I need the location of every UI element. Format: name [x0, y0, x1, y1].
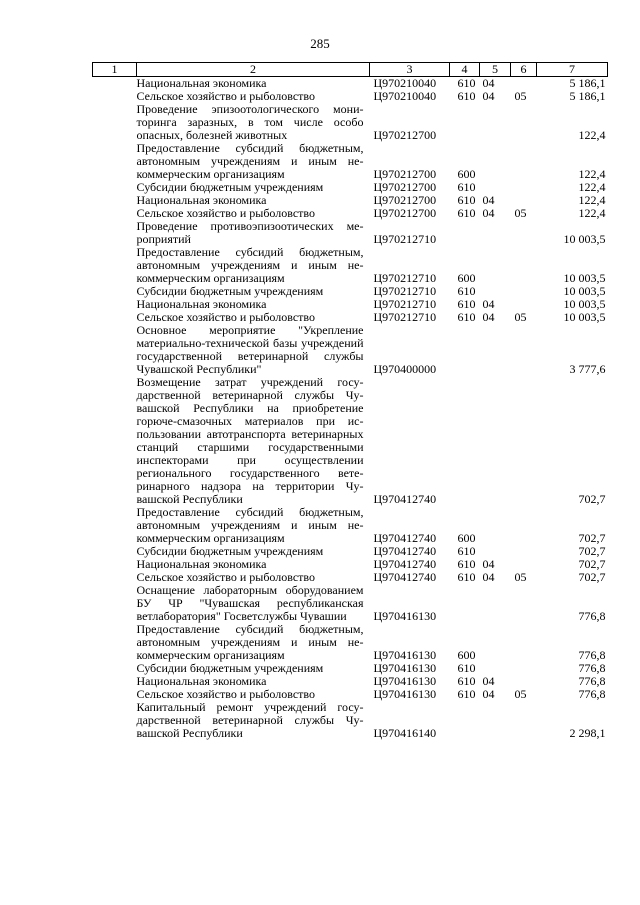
table-body: [93, 77, 608, 741]
header-cell: 1: [93, 63, 137, 77]
expense-type-cell: 610: [457, 297, 476, 311]
code-cell: Ц970416140: [373, 726, 437, 740]
num-cell: [93, 311, 137, 324]
code-cell: Ц970212700: [373, 193, 437, 207]
name-cell: Субсидии бюджетным учреждениям: [136, 284, 324, 298]
section-cell: [480, 220, 511, 246]
code-cell: Ц970412740: [373, 544, 437, 558]
code-cell: Ц970412740: [373, 492, 437, 506]
header-cell: 4: [450, 63, 480, 77]
expense-type-cell: 610: [457, 687, 476, 701]
section-cell: [480, 324, 511, 376]
expense-type-cell: 610: [457, 193, 476, 207]
name-cell: Предоставление субсидий бюджетным, автономным учреждениям и иным некоммерческим организациям: [136, 622, 364, 662]
subsection-cell: 05: [514, 687, 527, 701]
name-cell: Субсидии бюджетным учреждениям: [136, 544, 324, 558]
amount-cell: 5 186,1: [569, 76, 606, 90]
section-cell: [480, 506, 511, 545]
table-header-row: [93, 63, 608, 77]
section-cell: [480, 376, 511, 506]
expense-type-cell: 600: [457, 271, 476, 285]
amount-cell: 776,8: [578, 609, 606, 623]
expense-type-cell: 610: [457, 557, 476, 571]
table-row: [93, 584, 608, 623]
name-cell: Субсидии бюджетным учреждениям: [136, 661, 324, 675]
code-cell: Ц970400000: [373, 362, 437, 376]
num-cell: [93, 194, 137, 207]
amount-cell: 5 186,1: [569, 89, 606, 103]
code-cell: Ц970416130: [373, 609, 437, 623]
num-cell: [93, 103, 137, 142]
name-cell: Национальная экономика: [136, 297, 267, 311]
amount-cell: 702,7: [578, 544, 606, 558]
num-cell: [93, 181, 137, 194]
amount-cell: 3 777,6: [569, 362, 606, 376]
num-cell: [93, 324, 137, 376]
amount-cell: 776,8: [578, 661, 606, 675]
header-cell: 5: [480, 63, 511, 77]
subsection-cell: 05: [514, 570, 527, 584]
subsection-cell: [511, 584, 537, 623]
table-row: [93, 77, 608, 91]
code-cell: Ц970210040: [373, 76, 437, 90]
header-cell: 3: [370, 63, 450, 77]
header-cell: 2: [137, 63, 370, 77]
table-row: [93, 701, 608, 740]
subsection-cell: [511, 324, 537, 376]
expense-type-cell: 610: [457, 206, 476, 220]
code-cell: Ц970412740: [373, 570, 437, 584]
section-cell: 04: [482, 76, 495, 90]
num-cell: [93, 623, 137, 662]
section-cell: [480, 701, 511, 740]
expense-type-cell: [450, 103, 480, 142]
header-cell: 7: [537, 63, 608, 77]
amount-cell: 122,4: [578, 206, 606, 220]
code-cell: Ц970212700: [373, 167, 437, 181]
table-row: [93, 220, 608, 246]
num-cell: [93, 90, 137, 103]
expense-type-cell: 600: [457, 648, 476, 662]
name-cell: Субсидии бюджетным учреждениям: [136, 180, 324, 194]
code-cell: Ц970212710: [373, 271, 437, 285]
table-row: [93, 324, 608, 376]
name-cell: Сельское хозяйство и рыболовство: [136, 310, 316, 324]
amount-cell: 776,8: [578, 674, 606, 688]
page-number: 285: [310, 36, 330, 51]
expense-type-cell: 610: [457, 76, 476, 90]
section-cell: [480, 246, 511, 285]
section-cell: [480, 584, 511, 623]
subsection-cell: [511, 142, 537, 181]
table-row: [93, 103, 608, 142]
code-cell: Ц970212700: [373, 128, 437, 142]
num-cell: [93, 662, 137, 675]
section-cell: 04: [482, 193, 495, 207]
name-cell: Предоставление субсидий бюджетным, автономным учреждениям и иным некоммерческим организациям: [136, 505, 364, 545]
amount-cell: 122,4: [578, 180, 606, 194]
expense-type-cell: [450, 584, 480, 623]
amount-cell: 2 298,1: [569, 726, 606, 740]
expense-type-cell: [450, 324, 480, 376]
num-cell: [93, 506, 137, 545]
num-cell: [93, 545, 137, 558]
num-cell: [93, 246, 137, 285]
name-cell: Национальная экономика: [136, 674, 267, 688]
subsection-cell: [511, 181, 537, 194]
code-cell: Ц970212710: [373, 284, 437, 298]
amount-cell: 122,4: [578, 167, 606, 181]
code-cell: Ц970416130: [373, 661, 437, 675]
num-cell: [93, 558, 137, 571]
amount-cell: 776,8: [578, 687, 606, 701]
num-cell: [93, 571, 137, 584]
amount-cell: 10 003,5: [563, 284, 606, 298]
name-cell: Капитальный ремонт учреждений государственной ветеринарной службы Чувашской Республики: [136, 700, 364, 740]
subsection-cell: [511, 623, 537, 662]
name-cell: Национальная экономика: [136, 76, 267, 90]
amount-cell: 702,7: [578, 570, 606, 584]
amount-cell: 702,7: [578, 557, 606, 571]
expense-type-cell: 610: [457, 89, 476, 103]
amount-cell: 702,7: [578, 492, 606, 506]
expense-type-cell: 610: [457, 674, 476, 688]
num-cell: [93, 584, 137, 623]
subsection-cell: [511, 701, 537, 740]
subsection-cell: [511, 506, 537, 545]
section-cell: [480, 623, 511, 662]
num-cell: [93, 142, 137, 181]
header-cell: 6: [511, 63, 537, 77]
expense-type-cell: 610: [457, 180, 476, 194]
name-cell: Основное мероприятие "Укрепление материально-технической базы учреждений государственной ветеринарной службы Чувашской Республики": [136, 323, 364, 376]
section-cell: 04: [482, 570, 495, 584]
expense-type-cell: [450, 376, 480, 506]
section-cell: 04: [482, 297, 495, 311]
subsection-cell: [511, 285, 537, 298]
budget-table: [92, 62, 608, 740]
name-cell: Национальная экономика: [136, 193, 267, 207]
num-cell: [93, 675, 137, 688]
name-cell: Сельское хозяйство и рыболовство: [136, 570, 316, 584]
code-cell: Ц970412740: [373, 557, 437, 571]
code-cell: Ц970412740: [373, 531, 437, 545]
code-cell: Ц970416130: [373, 687, 437, 701]
code-cell: Ц970212700: [373, 180, 437, 194]
expense-type-cell: 600: [457, 167, 476, 181]
amount-cell: 702,7: [578, 531, 606, 545]
expense-type-cell: 610: [457, 284, 476, 298]
amount-cell: 10 003,5: [563, 232, 606, 246]
section-cell: [480, 142, 511, 181]
subsection-cell: [511, 103, 537, 142]
section-cell: 04: [482, 89, 495, 103]
expense-type-cell: 610: [457, 544, 476, 558]
name-cell: Национальная экономика: [136, 557, 267, 571]
name-cell: Проведение противоэпизоотических мероприятий: [136, 219, 364, 246]
subsection-cell: [511, 376, 537, 506]
name-cell: Сельское хозяйство и рыболовство: [136, 687, 316, 701]
code-cell: Ц970210040: [373, 89, 437, 103]
expense-type-cell: 610: [457, 570, 476, 584]
code-cell: Ц970212700: [373, 206, 437, 220]
name-cell: Проведение эпизоотологического мониторинга заразных, в том числе особо опасных, болезней животных: [136, 102, 364, 142]
amount-cell: 10 003,5: [563, 310, 606, 324]
name-cell: Предоставление субсидий бюджетным, автономным учреждениям и иным некоммерческим организациям: [136, 141, 364, 181]
num-cell: [93, 77, 137, 91]
code-cell: Ц970212710: [373, 297, 437, 311]
code-cell: Ц970212710: [373, 310, 437, 324]
amount-cell: 122,4: [578, 193, 606, 207]
name-cell: Сельское хозяйство и рыболовство: [136, 89, 316, 103]
name-cell: Оснащение лабораторным оборудованием БУ ЧР "Чувашская республиканская ветлаборатория" Госветслужбы Чувашии: [136, 583, 364, 623]
subsection-cell: [511, 545, 537, 558]
amount-cell: 776,8: [578, 648, 606, 662]
expense-type-cell: 610: [457, 661, 476, 675]
expense-type-cell: [450, 220, 480, 246]
subsection-cell: 05: [514, 310, 527, 324]
num-cell: [93, 701, 137, 740]
expense-type-cell: 600: [457, 531, 476, 545]
num-cell: [93, 220, 137, 246]
expense-type-cell: 610: [457, 310, 476, 324]
num-cell: [93, 207, 137, 220]
num-cell: [93, 688, 137, 701]
name-cell: Сельское хозяйство и рыболовство: [136, 206, 316, 220]
subsection-cell: [511, 246, 537, 285]
amount-cell: 10 003,5: [563, 271, 606, 285]
subsection-cell: [511, 662, 537, 675]
table-row: [93, 246, 608, 285]
table-row: [93, 376, 608, 506]
code-cell: Ц970212710: [373, 232, 437, 246]
table-row: [93, 506, 608, 545]
subsection-cell: [511, 220, 537, 246]
subsection-cell: [511, 77, 537, 91]
num-cell: [93, 298, 137, 311]
num-cell: [93, 285, 137, 298]
amount-cell: 10 003,5: [563, 297, 606, 311]
subsection-cell: 05: [514, 206, 527, 220]
amount-cell: 122,4: [578, 128, 606, 142]
expense-type-cell: [450, 701, 480, 740]
section-cell: 04: [482, 310, 495, 324]
subsection-cell: 05: [514, 89, 527, 103]
code-cell: Ц970416130: [373, 674, 437, 688]
section-cell: 04: [482, 206, 495, 220]
section-cell: 04: [482, 687, 495, 701]
code-cell: Ц970416130: [373, 648, 437, 662]
num-cell: [93, 376, 137, 506]
section-cell: 04: [482, 557, 495, 571]
name-cell: Предоставление субсидий бюджетным, автономным учреждениям и иным некоммерческим организациям: [136, 245, 364, 285]
table-row: [93, 142, 608, 181]
section-cell: [480, 103, 511, 142]
section-cell: 04: [482, 674, 495, 688]
name-cell: Возмещение затрат учреждений государственной ветеринарной службы Чувашской Республики на приобретение горюче-смазочных материалов при использовании автотранспорта ветеринарных станций старшими государственными инспекторами при осуществлении регионального государственного ветеринарного надзора на территории Чувашской Республики: [136, 375, 364, 506]
table-row: [93, 623, 608, 662]
